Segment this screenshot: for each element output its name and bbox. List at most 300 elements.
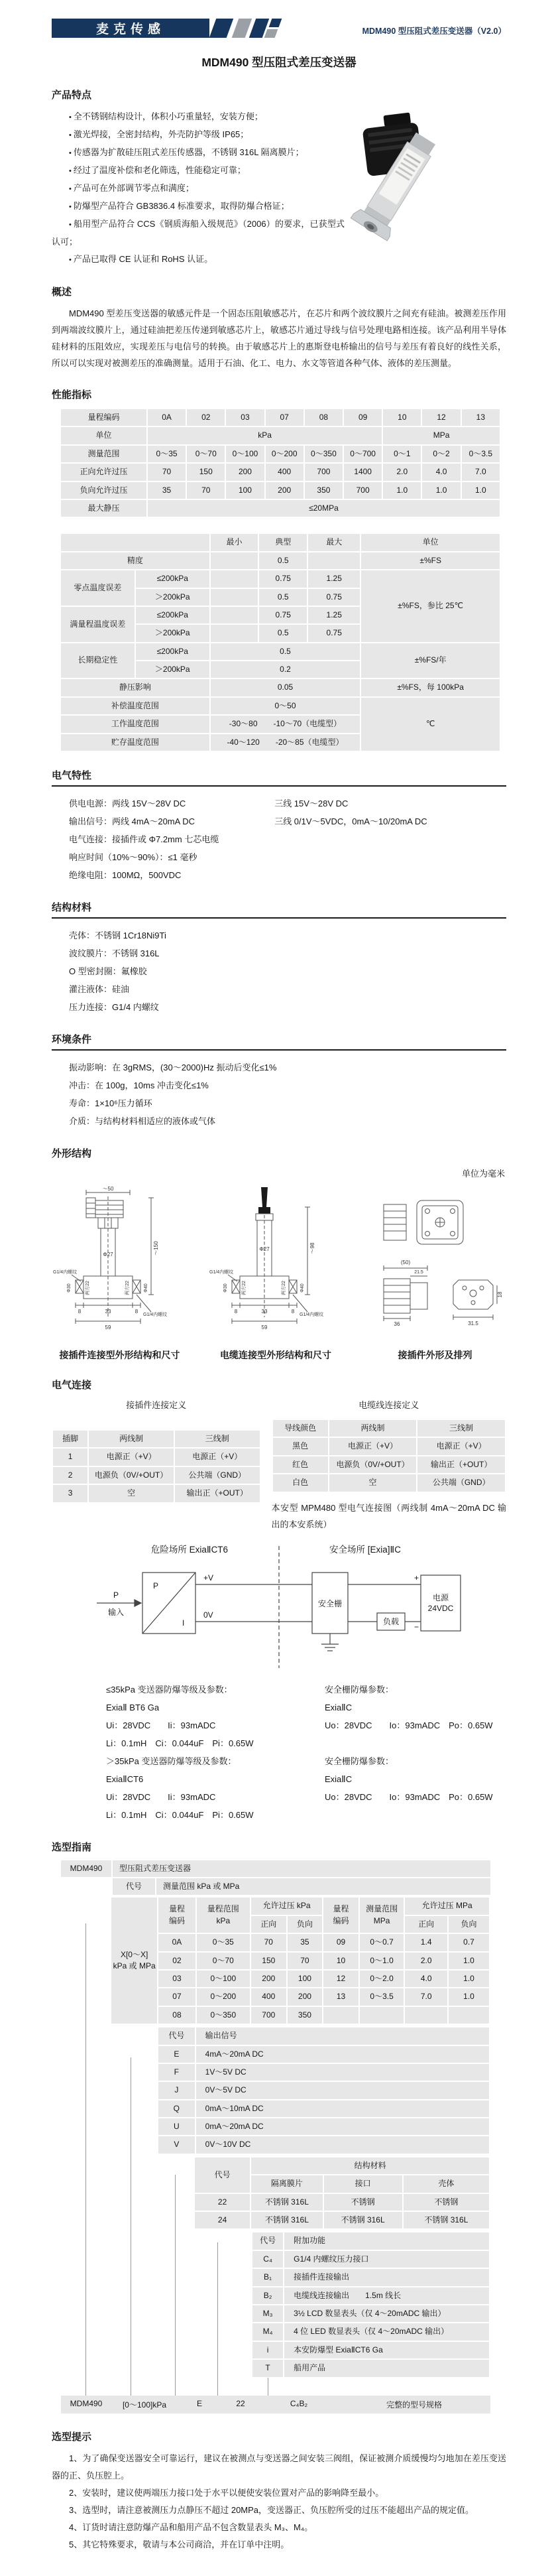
svg-text:负载: 负载 bbox=[382, 1616, 400, 1626]
table-cell: 接插件连接输出 bbox=[284, 2269, 489, 2286]
selection-tree bbox=[61, 1860, 490, 2414]
table-cell: 1400 bbox=[344, 464, 382, 480]
table-cell: 0.75 bbox=[259, 607, 307, 623]
table-cell: 70 bbox=[288, 1953, 323, 1969]
feature-item: • 全不锈钢结构设计，体积小巧重量轻，安装方便； bbox=[52, 108, 345, 126]
table-cell: 0.2 bbox=[211, 661, 360, 678]
table-cell bbox=[323, 2007, 358, 2024]
example-addons: C₄B₂ bbox=[290, 2398, 308, 2408]
table-cell: 结构材料 bbox=[251, 2157, 489, 2174]
spec-table-accuracy bbox=[60, 533, 501, 752]
table-cell: B₂ bbox=[252, 2287, 283, 2304]
table-cell: F bbox=[158, 2064, 195, 2081]
spec-line: 电气连接：接插件或 Φ7.2mm 七芯电缆 bbox=[69, 834, 219, 845]
table-cell: 200 bbox=[251, 1970, 286, 1987]
table-cell: 24 bbox=[195, 2212, 250, 2228]
svg-text:I: I bbox=[182, 1618, 185, 1628]
table-cell: 200 bbox=[288, 1988, 323, 2005]
spec-line: 绝缘电阻：100MΩ，500VDC bbox=[69, 870, 182, 881]
table-cell: 最大 bbox=[308, 534, 360, 550]
table-cell: ±%FS bbox=[361, 552, 500, 569]
table-cell: 不锈钢 bbox=[324, 2194, 402, 2211]
svg-text:8: 8 bbox=[78, 1309, 82, 1315]
table-cell: 0～100 bbox=[197, 1970, 250, 1987]
table-cell: 0.5 bbox=[259, 625, 307, 641]
table-cell: 0～35 bbox=[197, 1934, 250, 1951]
product-photo bbox=[349, 108, 506, 269]
example-material: 22 bbox=[236, 2398, 245, 2408]
section-heading: 环境条件 bbox=[52, 1032, 506, 1051]
table-cell: 不锈钢 316L bbox=[251, 2194, 322, 2211]
table-cell: 单位 bbox=[61, 427, 146, 444]
intrinsic-safety-diagram bbox=[74, 1542, 484, 1671]
table-cell: 电源正（+V） bbox=[417, 1438, 505, 1454]
table-cell: T bbox=[252, 2360, 283, 2376]
svg-text:G1/4内螺纹: G1/4内螺纹 bbox=[143, 1313, 168, 1318]
table-cell: 3½ LCD 数显表头（仅 4～20mADC 输出） bbox=[284, 2305, 489, 2322]
material-block bbox=[193, 2156, 490, 2230]
model-code: MDM490 bbox=[61, 1860, 111, 1877]
range-header-row bbox=[113, 1878, 490, 1895]
table-cell: 代号 bbox=[252, 2232, 283, 2249]
feature-item: • 经过了温度补偿和老化筛选，性能稳定可靠； bbox=[52, 162, 345, 180]
table-cell: 7.0 bbox=[405, 1988, 447, 2005]
deco-parallelogram bbox=[269, 19, 282, 27]
spec-line: 三线 0/1V～5VDC，0mA～10/20mA DC bbox=[274, 816, 427, 827]
table-cell: 2 bbox=[53, 1467, 87, 1484]
example-range: [0～100]kPa bbox=[122, 2400, 167, 2410]
table-cell: MPa bbox=[383, 427, 500, 444]
tip-item: 1、为了确保变送器安全可靠运行，建议在被测点与变送器之间安装三阀组，保证被测介质缓慢均匀地加在差压变送器的正、负压腔上。 bbox=[52, 2453, 506, 2480]
table-cell: 最大静压 bbox=[61, 500, 146, 517]
table-cell: 输出信号 bbox=[196, 2028, 489, 2044]
svg-text:～98: ～98 bbox=[309, 1242, 315, 1254]
table-cell: 测量范围 MPa bbox=[360, 1898, 404, 1933]
section-wiring bbox=[52, 1378, 506, 1824]
svg-text:59: 59 bbox=[261, 1324, 267, 1331]
table-cell: 长期稳定性 bbox=[61, 643, 135, 678]
table-cell: 量程范围 kPa bbox=[197, 1898, 250, 1933]
svg-text:21.5: 21.5 bbox=[414, 1270, 423, 1275]
range-block bbox=[110, 1896, 490, 2025]
table-cell: 07 bbox=[266, 409, 303, 426]
svg-text:输入: 输入 bbox=[107, 1607, 125, 1617]
table-cell: 代号 bbox=[158, 2028, 195, 2044]
table-cell: 0～50 bbox=[211, 698, 360, 714]
table-cell: 1.25 bbox=[308, 570, 360, 587]
table-cell: 两线制 bbox=[89, 1431, 174, 1447]
svg-text:+: + bbox=[414, 1573, 419, 1582]
table-cell: ±%FS，参比 25℃ bbox=[361, 570, 500, 642]
table-cell: 允许过压 kPa bbox=[251, 1898, 322, 1914]
spec-table-ranges bbox=[60, 408, 501, 518]
table-cell: 最小 bbox=[211, 534, 258, 550]
table-cell: 09 bbox=[344, 409, 382, 426]
svg-text:0V: 0V bbox=[203, 1610, 213, 1620]
table-cell: 空 bbox=[89, 1485, 174, 1502]
example-output: E bbox=[196, 2398, 202, 2408]
table-cell: 4mA～20mA DC bbox=[196, 2046, 489, 2063]
table-cell: 正向 bbox=[251, 1916, 286, 1933]
drawing-caption: 电缆连接型外形结构和尺寸 bbox=[220, 1350, 331, 1361]
outline-drawing-connector bbox=[364, 1185, 506, 1362]
table-cell: 工作温度范围 bbox=[61, 716, 209, 732]
param-line: 安全栅防爆参数： bbox=[325, 1756, 394, 1766]
table-cell: 0～100 bbox=[226, 446, 264, 462]
section-environment bbox=[52, 1032, 506, 1130]
table-cell: 正向允许过压 bbox=[61, 464, 146, 480]
table-cell: 100 bbox=[288, 1970, 323, 1987]
selection-material-table bbox=[193, 2156, 490, 2230]
table-cell: 700 bbox=[251, 2007, 286, 2024]
table-cell: 700 bbox=[305, 464, 343, 480]
param-line: Ui：28VDC Ii：93mADC bbox=[106, 1791, 216, 1802]
table-cell: 1.0 bbox=[462, 482, 500, 499]
table-cell: 0～0.7 bbox=[360, 1934, 404, 1951]
table-cell: 1.25 bbox=[308, 607, 360, 623]
spec-line: 灌注液体：硅油 bbox=[69, 984, 130, 995]
section-tips bbox=[52, 2429, 506, 2553]
table-cell: 附加功能 bbox=[284, 2232, 489, 2249]
svg-text:G1/4内螺纹: G1/4内螺纹 bbox=[209, 1270, 233, 1275]
table-cell: 壳体 bbox=[404, 2175, 489, 2192]
section-materials bbox=[52, 900, 506, 1016]
table-cell: 13 bbox=[323, 1988, 358, 2005]
table-cell: 满量程温度误差 bbox=[61, 607, 135, 642]
table-cell: 70 bbox=[148, 464, 186, 480]
table-cell: 10 bbox=[383, 409, 421, 426]
section-electrical bbox=[52, 768, 506, 884]
table-cell: 负向 bbox=[288, 1916, 323, 1933]
header-band bbox=[52, 19, 506, 38]
table-cell: 2.0 bbox=[383, 464, 421, 480]
table-cell: E bbox=[158, 2046, 195, 2063]
svg-text:59: 59 bbox=[105, 1324, 111, 1331]
table-cell: 三线制 bbox=[417, 1420, 505, 1437]
range-side-label: X[0～X] kPa 或 MPa bbox=[111, 1898, 157, 2024]
table-cell: ＞200kPa bbox=[136, 625, 209, 641]
svg-text:36: 36 bbox=[394, 1321, 400, 1328]
table-cell: 02 bbox=[187, 409, 225, 426]
table-cell: ±%FS/年 bbox=[361, 643, 500, 678]
table-cell: 1 bbox=[53, 1449, 87, 1465]
table-cell: kPa bbox=[148, 427, 382, 444]
table-cell: 0～350 bbox=[305, 446, 343, 462]
svg-text:8: 8 bbox=[135, 1309, 138, 1315]
table-cell: 100 bbox=[226, 482, 264, 499]
table-cell: 03 bbox=[158, 1970, 195, 1987]
table-cell: 1V～5V DC bbox=[196, 2064, 489, 2081]
feature-item: • 传感器为扩散硅压阻式差压传感器，不锈钢 316L 隔离膜片； bbox=[52, 144, 345, 162]
table-cell: 量程编码 bbox=[61, 409, 146, 426]
svg-text:33: 33 bbox=[105, 1309, 111, 1315]
spec-line: 寿命：1×10⁶压力循环 bbox=[69, 1098, 152, 1109]
table-cell bbox=[405, 2007, 447, 2024]
addon-block bbox=[251, 2231, 490, 2378]
spec-line: 供电电源：两线 15V～28V DC bbox=[69, 799, 186, 809]
svg-text:+V: +V bbox=[203, 1573, 214, 1582]
table-cell: U bbox=[158, 2118, 195, 2135]
table-cell: ≤20MPa bbox=[148, 500, 500, 517]
selection-addon-table bbox=[251, 2231, 490, 2378]
table-cell: 1.0 bbox=[449, 1970, 489, 1987]
deco-parallelogram bbox=[232, 19, 252, 38]
table-cell: ≤200kPa bbox=[136, 643, 209, 660]
table-cell: 35 bbox=[288, 1934, 323, 1951]
svg-text:P: P bbox=[113, 1590, 119, 1600]
feature-item: • 船用型产品符合 CCS《钢质海船入级规范》（2006）的要求，已获型式认可； bbox=[52, 216, 345, 251]
table-cell: 公共端（GND） bbox=[175, 1467, 260, 1484]
transmitter-ex-params bbox=[106, 1681, 325, 1824]
table-cell: J bbox=[158, 2082, 195, 2098]
table-cell: 1.0 bbox=[449, 1988, 489, 2005]
param-line: Uo：28VDC Io：93mADC Po：0.65W bbox=[325, 1720, 493, 1730]
table-cell: 1.0 bbox=[422, 482, 460, 499]
table-cell: V bbox=[158, 2136, 195, 2153]
tree-connector-line bbox=[217, 2242, 218, 2396]
table-cell: 贮存温度范围 bbox=[61, 734, 209, 751]
table-cell: 量程 编码 bbox=[158, 1898, 195, 1933]
table-cell: 09 bbox=[323, 1934, 358, 1951]
table-cell: 典型 bbox=[259, 534, 307, 550]
param-line: Uo：28VDC Io：93mADC Po：0.65W bbox=[325, 1791, 493, 1802]
table-cell: 2.0 bbox=[405, 1953, 447, 1969]
table-cell: 12 bbox=[422, 409, 460, 426]
feature-item: • 产品可在外部调节零点和满度； bbox=[52, 180, 345, 198]
table-cell: 150 bbox=[187, 464, 225, 480]
selection-tips bbox=[52, 2450, 506, 2553]
table-cell: i bbox=[252, 2342, 283, 2358]
section-heading: 电气特性 bbox=[52, 768, 506, 787]
feature-list bbox=[52, 108, 345, 269]
svg-text:P: P bbox=[153, 1580, 159, 1590]
param-line: ＞35kPa 变送器防爆等级及参数： bbox=[106, 1756, 237, 1766]
table-cell: 0～3.5 bbox=[360, 1988, 404, 2005]
svg-text:～50: ～50 bbox=[102, 1186, 114, 1192]
table-cell: 70 bbox=[251, 1934, 286, 1951]
table-cell: 03 bbox=[226, 409, 264, 426]
param-line: 安全栅防爆参数： bbox=[325, 1684, 394, 1695]
svg-text:33: 33 bbox=[261, 1309, 267, 1315]
table-cell: 0.5 bbox=[211, 643, 360, 660]
section-heading: 产品特点 bbox=[52, 90, 92, 101]
table-cell: 0～1 bbox=[383, 446, 421, 462]
tip-item: 4、订货时请注意防爆产品和船用产品不包含数显表头 M₃、M₄。 bbox=[69, 2522, 313, 2532]
table-cell: 70 bbox=[187, 482, 225, 499]
drawing-caption: 接插件连接型外形结构和尺寸 bbox=[59, 1350, 180, 1361]
model-desc: 型压阻式差压变送器 bbox=[113, 1860, 490, 1877]
svg-text:8: 8 bbox=[291, 1309, 294, 1315]
table-cell: 两线制 bbox=[329, 1420, 417, 1437]
cable-table-title: 电缆线连接定义 bbox=[358, 1400, 419, 1411]
section-features bbox=[52, 88, 506, 269]
table-cell: 0V～10V DC bbox=[196, 2136, 489, 2153]
spec-line: 输出信号：两线 4mA～20mA DC bbox=[69, 816, 195, 827]
table-cell: 0～200 bbox=[266, 446, 303, 462]
param-line: ExiaⅡCT6 bbox=[106, 1773, 144, 1784]
table-cell: ＞200kPa bbox=[136, 661, 209, 678]
section-heading: 外形结构 bbox=[52, 1148, 92, 1160]
section-heading: 选型提示 bbox=[52, 2431, 92, 2443]
table-cell: 导线颜色 bbox=[273, 1420, 328, 1437]
svg-text:安全栅: 安全栅 bbox=[317, 1598, 343, 1608]
param-line: Ui：28VDC Ii：93mADC bbox=[106, 1720, 216, 1730]
svg-text:Φ30: Φ30 bbox=[67, 1283, 72, 1293]
table-cell: 零点温度误差 bbox=[61, 570, 135, 606]
table-cell: 0A bbox=[158, 1934, 195, 1951]
page-title: MDM490 型压阻式差压变送器 bbox=[201, 56, 357, 69]
svg-text:电源: 电源 bbox=[432, 1592, 449, 1602]
tree-connector-line bbox=[85, 1923, 86, 2396]
svg-text:Φ40: Φ40 bbox=[144, 1283, 148, 1293]
table-cell: 0～2.0 bbox=[360, 1970, 404, 1987]
table-cell: 不锈钢 bbox=[404, 2194, 489, 2211]
spec-line: 振动影响：在 3gRMS，(30～2000)Hz 振动后变化≤1% bbox=[69, 1063, 277, 1073]
svg-text:两方22: 两方22 bbox=[241, 1281, 247, 1295]
electrical-specs bbox=[52, 795, 506, 884]
table-cell: 测量范围 bbox=[61, 446, 146, 462]
deco-parallelogram bbox=[209, 19, 234, 38]
table-cell bbox=[360, 2007, 404, 2024]
table-cell bbox=[308, 552, 360, 569]
table-cell: ℃ bbox=[361, 698, 500, 751]
section-heading: 选型指南 bbox=[52, 1841, 92, 1853]
table-cell: 代号 bbox=[195, 2157, 250, 2193]
svg-text:8: 8 bbox=[234, 1309, 237, 1315]
table-cell: 电源负（0V/+OUT） bbox=[329, 1456, 417, 1473]
safety-params bbox=[52, 1681, 506, 1824]
table-cell: 负向允许过压 bbox=[61, 482, 146, 499]
outline-drawing-plug bbox=[52, 1185, 188, 1362]
section-heading: 概述 bbox=[52, 287, 72, 298]
table-cell: 静压影响 bbox=[61, 679, 209, 696]
section-selection-guide bbox=[52, 1840, 506, 2414]
table-cell: 4.0 bbox=[405, 1970, 447, 1987]
tree-connector-line bbox=[175, 2175, 176, 2396]
table-cell: 不锈钢 316L bbox=[404, 2212, 489, 2228]
table-cell: 正向 bbox=[405, 1916, 447, 1933]
spec-line: 压力连接：G1/4 内螺纹 bbox=[69, 1002, 159, 1013]
spec-line: 介质：与结构材料相适应的液体或气体 bbox=[69, 1116, 216, 1127]
svg-text:Φ30: Φ30 bbox=[223, 1283, 228, 1293]
table-cell: 0～200 bbox=[197, 1988, 250, 2005]
table-cell: 隔离膜片 bbox=[251, 2175, 322, 2192]
selection-output-table bbox=[157, 2026, 490, 2155]
drawing-caption: 接插件外形及排列 bbox=[398, 1350, 472, 1361]
table-cell: 精度 bbox=[61, 552, 209, 569]
param-line: ExiaⅡC bbox=[325, 1773, 353, 1784]
table-cell: 22 bbox=[195, 2194, 250, 2211]
table-cell bbox=[211, 589, 258, 606]
table-cell: 0mA～20mA DC bbox=[196, 2118, 489, 2135]
table-cell: 电源正（+V） bbox=[89, 1449, 174, 1465]
table-cell: 0.7 bbox=[449, 1934, 489, 1951]
feature-item: • 防爆型产品符合 GB3836.4 标准要求，取得防爆合格证； bbox=[52, 198, 345, 216]
table-cell: ＞200kPa bbox=[136, 589, 209, 606]
table-cell: 7.0 bbox=[462, 464, 500, 480]
table-cell: 0～2 bbox=[422, 446, 460, 462]
table-cell: 补偿温度范围 bbox=[61, 698, 209, 714]
table-cell: 4.0 bbox=[422, 464, 460, 480]
table-cell: 700 bbox=[344, 482, 382, 499]
table-cell: 0～3.5 bbox=[462, 446, 500, 462]
table-cell: 接口 bbox=[324, 2175, 402, 2192]
example-model: MDM490 bbox=[70, 2398, 103, 2408]
table-cell: 0～350 bbox=[197, 2007, 250, 2024]
table-cell: 三线制 bbox=[175, 1431, 260, 1447]
doc-title: MDM490 型压阻式差压变送器（V2.0） bbox=[362, 27, 506, 36]
table-cell: 3 bbox=[53, 1485, 87, 1502]
table-cell: 本安防爆型 ExiaⅡCT6 Ga bbox=[284, 2342, 489, 2358]
param-line: ExiaⅡ BT6 Ga bbox=[106, 1702, 160, 1712]
svg-text:G1/4内螺纹: G1/4内螺纹 bbox=[299, 1313, 323, 1318]
table-cell: -30～80 -10～70（电缆型） bbox=[211, 716, 360, 732]
section-overview bbox=[52, 285, 506, 371]
table-cell: 0.05 bbox=[211, 679, 360, 696]
svg-text:两方22: 两方22 bbox=[281, 1281, 286, 1295]
spec-line: 冲击：在 100g，10ms 冲击变化≤1% bbox=[69, 1080, 209, 1091]
table-cell: 10 bbox=[323, 1953, 358, 1969]
svg-text:(50): (50) bbox=[400, 1259, 411, 1266]
table-cell: 1.4 bbox=[405, 1934, 447, 1951]
deco-parallelogram bbox=[264, 29, 278, 38]
table-cell: C₄ bbox=[252, 2251, 283, 2268]
feature-item: • 激光焊接，全密封结构，外壳防护等级 IP65； bbox=[52, 126, 345, 144]
param-line: ExiaⅡC bbox=[325, 1702, 353, 1712]
svg-text:Φ27: Φ27 bbox=[103, 1252, 113, 1258]
table-cell: 电缆线连接输出 1.5m 线长 bbox=[284, 2287, 489, 2304]
outline-drawing-cable bbox=[208, 1185, 344, 1362]
table-cell bbox=[211, 607, 258, 623]
spec-line: 三线 15V～28V DC bbox=[274, 799, 349, 809]
spec-line: 波纹膜片：不锈钢 316L bbox=[69, 948, 160, 959]
section-dimensions bbox=[52, 1146, 506, 1362]
table-cell: 02 bbox=[158, 1953, 195, 1969]
table-cell: 08 bbox=[158, 2007, 195, 2024]
table-cell: Q bbox=[158, 2100, 195, 2117]
table-cell bbox=[211, 552, 258, 569]
output-block bbox=[157, 2026, 490, 2155]
material-specs bbox=[52, 927, 506, 1016]
table-cell: -40～120 -20～85（电缆型） bbox=[211, 734, 360, 751]
section-performance bbox=[52, 387, 506, 752]
barrier-ex-params bbox=[325, 1681, 506, 1824]
table-cell: 0～35 bbox=[148, 446, 186, 462]
table-cell: 输出正（+OUT） bbox=[175, 1485, 260, 1502]
table-cell: 0～1.0 bbox=[360, 1953, 404, 1969]
table-cell: 红色 bbox=[273, 1456, 328, 1473]
table-cell: 不锈钢 316L bbox=[251, 2212, 322, 2228]
table-cell: 200 bbox=[266, 482, 303, 499]
svg-text:安全场所 [Exia]ⅡC: 安全场所 [Exia]ⅡC bbox=[329, 1544, 401, 1555]
table-cell: 单位 bbox=[361, 534, 500, 550]
table-cell: B₁ bbox=[252, 2269, 283, 2286]
table-cell: 公共端（GND） bbox=[417, 1474, 505, 1491]
table-cell bbox=[211, 570, 258, 587]
plug-table-title: 接插件连接定义 bbox=[126, 1400, 187, 1411]
table-cell: 船用产品 bbox=[284, 2360, 489, 2376]
selection-range-table bbox=[110, 1896, 490, 2025]
table-cell: 0.75 bbox=[259, 570, 307, 587]
table-cell: 不锈钢 316L bbox=[324, 2212, 402, 2228]
table-cell: M₄ bbox=[252, 2323, 283, 2340]
table-cell: 0.75 bbox=[308, 625, 360, 641]
svg-text:Φ40: Φ40 bbox=[300, 1283, 305, 1293]
overview-paragraph: MDM490 型差压变送器的敏感元件是一个固态压阻敏感芯片，在芯片和两个波纹膜片之间充有硅油。被测差压作用到两端波纹膜片上，通过硅油把差压传递到敏感芯片上，敏感芯片通过导线与信号处理电路相连接。该产品利用半导体硅材料的压阻效应，实现差压与电信号的转换。由于敏感芯片上的惠斯登电桥输出的信号与差压有着良好的线性关系，所以可以实现对被测差压的准确测量。适用于石油、化工、电力、水文等管道各种气体、液体的差压测量。 bbox=[52, 308, 506, 368]
table-cell: 0.5 bbox=[259, 552, 307, 569]
ordering-example-row bbox=[61, 2396, 490, 2414]
param-line: Li：0.1mH Ci：0.044uF Pi：0.65W bbox=[106, 1809, 254, 1820]
